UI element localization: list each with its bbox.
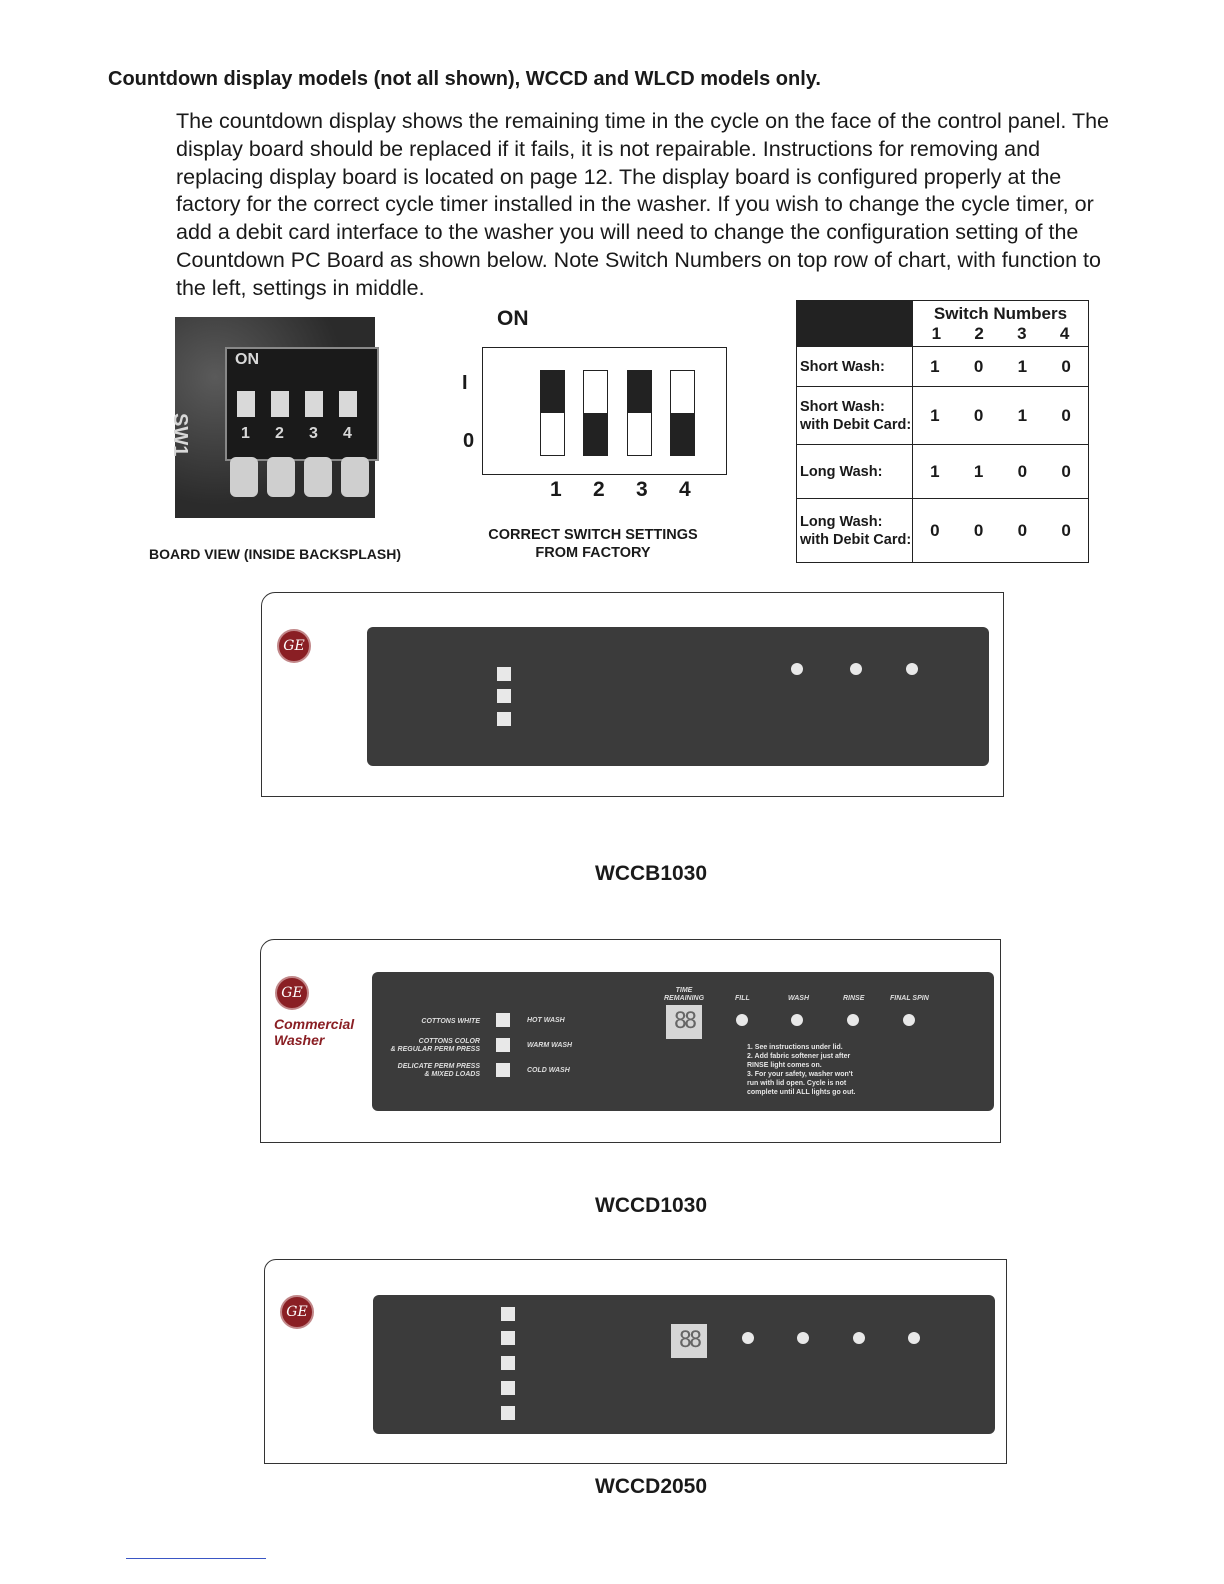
cycle-indicator — [497, 689, 511, 703]
temp-label: HOT WASH — [527, 1017, 565, 1024]
status-label: WASH — [788, 995, 809, 1002]
table-header — [913, 301, 1089, 347]
board-photo — [169, 317, 375, 518]
table-row — [797, 445, 1089, 499]
status-light — [791, 1014, 803, 1026]
switch-upper — [584, 371, 607, 413]
switch-upper — [628, 371, 651, 413]
section-heading: Countdown display models (not all shown), WCCD and WLCD models only. — [108, 68, 821, 90]
ge-logo-icon: GE — [280, 1295, 314, 1329]
cycle-indicator — [496, 1038, 510, 1052]
dip-switch-2 — [583, 370, 608, 456]
switch-lower — [671, 413, 694, 455]
panel-wccd2050 — [264, 1259, 1007, 1464]
intro-paragraph — [176, 108, 1166, 303]
row-value: 0 — [1017, 461, 1028, 481]
row-function: Short Wash: — [797, 347, 913, 387]
row-value: 1 — [930, 405, 940, 425]
status-light — [797, 1332, 809, 1344]
ge-logo-icon: GE — [275, 976, 309, 1010]
status-label: FINAL SPIN — [890, 995, 929, 1002]
instruction-notes: 1. See instructions under lid. 2. Add fabric softener just after RINSE light comes on. 3. For your safety, washer won't run with lid open. Cycle is not complete until ALL lights go out. — [747, 1044, 856, 1096]
row-value: 1 — [1017, 405, 1028, 425]
countdown-display: 88 — [666, 1005, 702, 1039]
dip-switch-1 — [540, 370, 565, 456]
countdown-display: 88 — [671, 1324, 707, 1358]
table-row — [797, 347, 1089, 387]
dip-switch-block — [225, 347, 379, 461]
row-function: Long Wash: — [797, 445, 913, 499]
switch-number: 1 — [550, 478, 562, 501]
status-light — [742, 1332, 754, 1344]
cycle-indicator — [497, 712, 511, 726]
cycle-indicator — [497, 667, 511, 681]
paragraph-line: the left, settings in middle. — [176, 275, 425, 300]
paragraph-line: Countdown PC Board as shown below. Note Switch Numbers on top row of chart, with function to — [176, 247, 1101, 272]
switch-diagram-box — [482, 347, 727, 475]
row-value: 0 — [1061, 356, 1071, 376]
status-light — [736, 1014, 748, 1026]
status-label: FILL — [735, 995, 750, 1002]
board-sw-label: SW1 — [169, 413, 191, 457]
switch-upper — [541, 371, 564, 413]
board-number: 4 — [343, 425, 352, 442]
row-value: 0 — [1061, 461, 1071, 481]
board-switch-2 — [271, 391, 289, 417]
dip-switch-4 — [670, 370, 695, 456]
model-label: WCCB1030 — [595, 862, 708, 885]
board-pin — [230, 457, 258, 497]
switch-0-label: 0 — [463, 430, 475, 452]
cycle-indicator — [501, 1381, 515, 1395]
row-value: 0 — [930, 520, 940, 540]
row-value: 1 — [1017, 356, 1028, 376]
temp-label: WARM WASH — [527, 1042, 573, 1049]
switch-number: 3 — [636, 478, 648, 501]
switch-caption-line: CORRECT SWITCH SETTINGS — [488, 527, 698, 543]
row-value: 0 — [973, 356, 984, 376]
board-number: 3 — [309, 425, 318, 442]
row-value: 0 — [1061, 520, 1071, 540]
status-light — [853, 1332, 865, 1344]
paragraph-line: The countdown display shows the remaining time in the cycle on the face of the control panel. The — [176, 109, 1110, 133]
cycle-indicator — [501, 1406, 515, 1420]
board-number: 1 — [241, 425, 250, 442]
column-number: 4 — [1059, 323, 1070, 343]
switch-on-label: ON — [497, 307, 529, 330]
status-label: RINSE — [843, 995, 865, 1002]
switch-lower — [541, 413, 564, 455]
switch-caption-line: FROM FACTORY — [535, 545, 651, 561]
board-switch-3 — [305, 391, 323, 417]
row-function: Long Wash: with Debit Card: — [797, 499, 913, 563]
column-number: 3 — [1017, 323, 1027, 343]
board-caption: BOARD VIEW (INSIDE BACKSPLASH) — [149, 546, 402, 562]
status-light — [850, 663, 862, 675]
footer-rule — [126, 1558, 266, 1559]
cycle-label: COTTONS WHITE — [421, 1018, 480, 1025]
row-value: 0 — [1017, 520, 1028, 540]
row-value: 0 — [1061, 405, 1071, 425]
cycle-indicator — [501, 1331, 515, 1345]
switch-settings-table — [796, 300, 1089, 563]
board-pin — [304, 457, 332, 497]
cycle-indicator — [496, 1013, 510, 1027]
switch-number: 4 — [679, 478, 691, 501]
column-number: 2 — [974, 323, 984, 343]
cycle-label: COTTONS COLOR & REGULAR PERM PRESS — [390, 1038, 480, 1053]
switch-caption — [480, 526, 706, 562]
paragraph-line: display board should be replaced if it fails, it is not repairable. Instructions for removing and — [176, 136, 1041, 161]
row-function: Short Wash: with Debit Card: — [797, 387, 913, 445]
switch-lower — [628, 413, 651, 455]
status-light — [791, 663, 803, 675]
model-label: WCCD1030 — [595, 1194, 708, 1217]
paragraph-line: replacing display board is located on page 12. The display board is configured properly at the — [176, 164, 1062, 189]
column-number: 1 — [931, 323, 942, 343]
control-display — [373, 1295, 995, 1434]
board-pin — [267, 457, 295, 497]
cycle-indicator — [496, 1063, 510, 1077]
temp-label: COLD WASH — [527, 1067, 570, 1074]
paragraph-line: add a debit card interface to the washer you will need to change the configuration setting of the — [176, 220, 1079, 245]
status-light — [906, 663, 918, 675]
board-on-label: ON — [235, 351, 259, 368]
switch-i-label: I — [462, 372, 468, 394]
status-light — [847, 1014, 859, 1026]
dip-switch-3 — [627, 370, 652, 456]
time-remaining-label: TIME REMAINING — [663, 987, 705, 1002]
status-light — [908, 1332, 920, 1344]
row-value: 1 — [930, 356, 940, 376]
paragraph-line: factory for the correct cycle timer installed in the washer. If you wish to change the cycle timer, or — [176, 192, 1094, 217]
control-display — [367, 627, 989, 766]
brand-name: Commercial Washer — [274, 1016, 355, 1048]
row-value: 1 — [930, 461, 940, 481]
table-corner — [797, 301, 913, 347]
board-pin — [341, 457, 369, 497]
board-switch-4 — [339, 391, 357, 417]
panel-wccb1030 — [261, 592, 1004, 797]
table-row — [797, 499, 1089, 563]
row-value: 1 — [973, 461, 984, 481]
control-display — [372, 972, 994, 1111]
switch-number: 2 — [593, 478, 605, 501]
board-switch-1 — [237, 391, 255, 417]
ge-logo-icon: GE — [277, 629, 311, 663]
cycle-indicator — [501, 1356, 515, 1370]
panel-wccd1030 — [260, 939, 1001, 1143]
row-value: 0 — [973, 405, 984, 425]
board-number: 2 — [275, 425, 284, 442]
switch-lower — [584, 413, 607, 455]
model-label: WCCD2050 — [595, 1475, 708, 1498]
row-value: 0 — [973, 520, 984, 540]
cycle-label: DELICATE PERM PRESS & MIXED LOADS — [397, 1063, 480, 1078]
table-row — [797, 387, 1089, 445]
status-light — [903, 1014, 915, 1026]
cycle-indicator — [501, 1307, 515, 1321]
switch-upper — [671, 371, 694, 413]
switch-numbers-header: Switch Numbers — [933, 303, 1068, 323]
